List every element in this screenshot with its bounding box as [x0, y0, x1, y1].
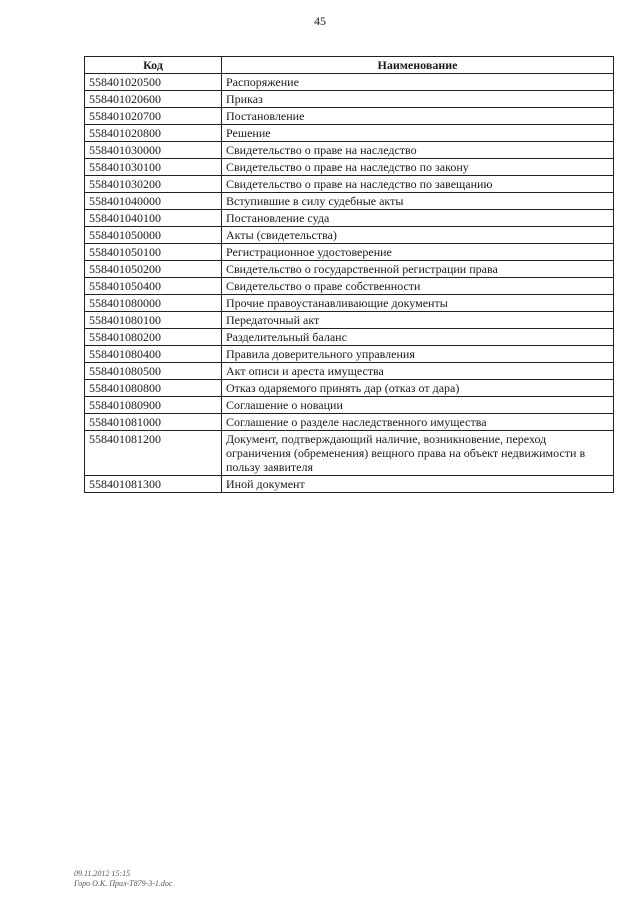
- table-row: [85, 278, 614, 295]
- cell-name: Приказ: [222, 91, 614, 108]
- table-row: [85, 159, 614, 176]
- table-body: [85, 74, 614, 493]
- cell-code: 558401030200: [85, 176, 222, 193]
- cell-name: Разделительный баланс: [222, 329, 614, 346]
- cell-name: Свидетельство о праве собственности: [222, 278, 614, 295]
- table-row: [85, 476, 614, 493]
- cell-code: 558401081000: [85, 414, 222, 431]
- cell-name: Свидетельство о праве на наследство по закону: [222, 159, 614, 176]
- cell-name: Соглашение о разделе наследственного имущества: [222, 414, 614, 431]
- cell-name: Регистрационное удостоверение: [222, 244, 614, 261]
- cell-code: 558401080400: [85, 346, 222, 363]
- cell-name: Передаточный акт: [222, 312, 614, 329]
- cell-name: Постановление: [222, 108, 614, 125]
- table-row: [85, 431, 614, 476]
- cell-name: Решение: [222, 125, 614, 142]
- cell-code: 558401050100: [85, 244, 222, 261]
- cell-code: 558401040000: [85, 193, 222, 210]
- cell-name: Прочие правоустанавливающие документы: [222, 295, 614, 312]
- table-row: [85, 210, 614, 227]
- table-row: [85, 142, 614, 159]
- cell-code: 558401080900: [85, 397, 222, 414]
- cell-code: 558401081200: [85, 431, 222, 476]
- table-row: [85, 244, 614, 261]
- cell-name: Правила доверительного управления: [222, 346, 614, 363]
- cell-code: 558401020500: [85, 74, 222, 91]
- table-row: [85, 329, 614, 346]
- table-row: [85, 295, 614, 312]
- cell-code: 558401081300: [85, 476, 222, 493]
- cell-code: 558401050400: [85, 278, 222, 295]
- cell-code: 558401020600: [85, 91, 222, 108]
- footer-timestamp: 09.11.2012 15:15: [74, 869, 131, 878]
- cell-name: Вступившие в силу судебные акты: [222, 193, 614, 210]
- cell-code: 558401080500: [85, 363, 222, 380]
- cell-code: 558401080800: [85, 380, 222, 397]
- cell-name: Акт описи и ареста имущества: [222, 363, 614, 380]
- table-row: [85, 74, 614, 91]
- table-row: [85, 176, 614, 193]
- cell-code: 558401050200: [85, 261, 222, 278]
- table-row: [85, 346, 614, 363]
- cell-name: Свидетельство о праве на наследство: [222, 142, 614, 159]
- cell-name: Акты (свидетельства): [222, 227, 614, 244]
- cell-code: 558401030000: [85, 142, 222, 159]
- document-codes-table: [84, 56, 614, 493]
- cell-name: Постановление суда: [222, 210, 614, 227]
- cell-name: Распоряжение: [222, 74, 614, 91]
- cell-code: 558401020800: [85, 125, 222, 142]
- cell-name: Документ, подтверждающий наличие, возникновение, переход ограничения (обременения) вещного права на объект недвижимости в пользу заявителя: [222, 431, 614, 476]
- table-row: [85, 380, 614, 397]
- column-header-code: Код: [85, 57, 222, 74]
- table-row: [85, 227, 614, 244]
- table-row: [85, 397, 614, 414]
- cell-code: 558401080100: [85, 312, 222, 329]
- table-row: [85, 414, 614, 431]
- column-header-name: Наименование: [222, 57, 614, 74]
- document-footer: [74, 869, 172, 889]
- table-row: [85, 363, 614, 380]
- cell-code: 558401020700: [85, 108, 222, 125]
- cell-code: 558401050000: [85, 227, 222, 244]
- cell-name: Отказ одаряемого принять дар (отказ от дара): [222, 380, 614, 397]
- table-row: [85, 261, 614, 278]
- table-header-row: [85, 57, 614, 74]
- cell-name: Соглашение о новации: [222, 397, 614, 414]
- cell-code: 558401080000: [85, 295, 222, 312]
- cell-code: 558401080200: [85, 329, 222, 346]
- table-row: [85, 125, 614, 142]
- table-row: [85, 91, 614, 108]
- table-row: [85, 312, 614, 329]
- cell-code: 558401030100: [85, 159, 222, 176]
- cell-code: 558401040100: [85, 210, 222, 227]
- cell-name: Иной документ: [222, 476, 614, 493]
- page-number: 45: [314, 14, 326, 28]
- table-row: [85, 108, 614, 125]
- cell-name: Свидетельство о праве на наследство по завещанию: [222, 176, 614, 193]
- cell-name: Свидетельство о государственной регистрации права: [222, 261, 614, 278]
- footer-filename: Горо О.К. Прил-Т879-3-1.doc: [74, 879, 173, 888]
- table-row: [85, 193, 614, 210]
